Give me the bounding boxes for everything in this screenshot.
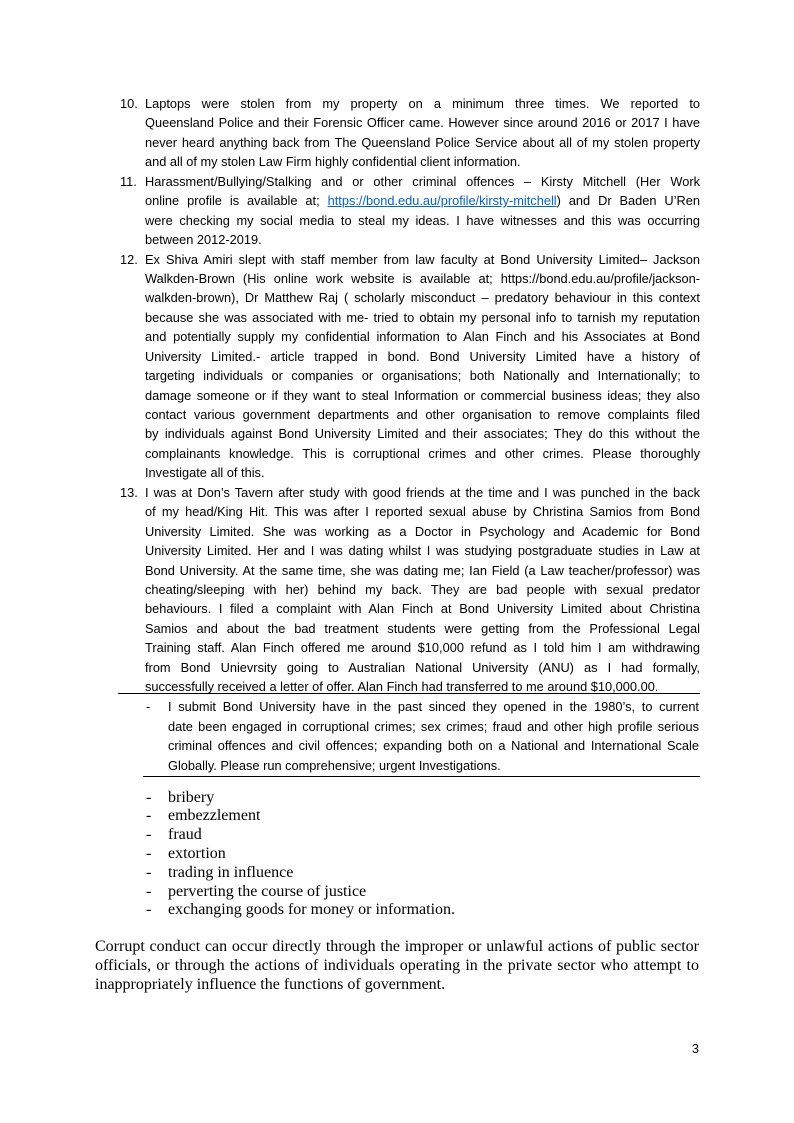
link-lead-text: online profile is available at; [145, 193, 328, 209]
dash-marker: - [146, 863, 152, 881]
item-text-line: of my head/King Hit. This was after I reported sexual abuse by Christina Samios from Bond [145, 504, 700, 520]
paragraph-line: inappropriately influence the functions of government. [95, 975, 446, 993]
item-text-line: between 2012-2019. [145, 232, 262, 248]
list-item-text: trading in influence [168, 863, 294, 881]
numbered-list [0, 94, 794, 697]
list-item-text: perverting the course of justice [168, 882, 367, 900]
paragraph-line: officials, or through the actions of individuals operating in the private sector who attempt to [95, 956, 699, 974]
item-text-line: and potentially supply my confidential information to Alan Finch and his Associates at Bond [145, 329, 700, 345]
item-text-line: never heard anything back from The Queensland Police Service about all of my stolen property [145, 134, 700, 150]
item-number: 10. [120, 96, 138, 111]
item-text [145, 483, 700, 697]
item-text-line: from Bond Unievrsity going to Australian National University (ANU) as I had formally, [145, 659, 700, 675]
list-item [0, 901, 794, 920]
item-text-line: University Limited. Her and I was dating whilst I was studying postgraduate studies in Law at [145, 543, 700, 559]
item-text-line [145, 191, 700, 210]
item-text-line: I was at Don’s Tavern after study with good friends at the time and I was punched in the back [145, 484, 700, 500]
item-number: 12. [120, 251, 138, 267]
item-text-line: Laptops were stolen from my property on a minimum three times. We reported to [145, 96, 700, 111]
item-text-line: by individuals against Bond University Limited and their associates; They do this without the [145, 426, 700, 442]
list-item-text: embezzlement [168, 807, 261, 825]
list-item-text: exchanging goods for money or information. [168, 901, 456, 919]
list-item-text: bribery [168, 788, 215, 806]
list-item [0, 789, 794, 808]
dash-marker: - [146, 826, 152, 844]
list-item-text: extortion [168, 844, 226, 862]
submission-text-line: date been engaged in corruptional crimes; sex crimes; fraud and other high profile serious [168, 718, 699, 734]
submission-text [168, 697, 699, 775]
item-text-line: because she was associated with me- tried to obtain my personal info to tarnish my reputation [145, 309, 700, 325]
profile-link[interactable]: https://bond.edu.au/profile/kirsty-mitchell [327, 193, 557, 209]
list-item [0, 883, 794, 902]
dash-marker: - [146, 844, 152, 862]
item-text-line: Bond University. At the same time, she was dating me; Ian Field (a Law teacher/professor) was [145, 562, 700, 578]
item-text-line: Walkden-Brown (His online work website is available at; https://bond.edu.au/profile/jackson- [145, 270, 700, 286]
page-number: 3 [691, 1041, 699, 1056]
submission-text-line: I submit Bond University have in the past sinced they opened in the 1980’s, to current [168, 699, 699, 714]
item-text-line: University Limited. She was working as a Doctor in Psychology and Academic for Bond [145, 523, 700, 539]
list-item-10 [0, 94, 794, 172]
submission-text-line: criminal offences and civil offences; expanding both on a National and International Scale [168, 738, 699, 753]
item-text-line: University Limited.- article trapped in bond. Bond University Limited have a history of [145, 348, 700, 364]
item-text-line: walkden-brown), Dr Matthew Raj ( scholarly misconduct – predatory behaviour in this context [145, 290, 700, 306]
item-text-line: Harassment/Bullying/Stalking and or other criminal offences – Kirsty Mitchell (Her Work [145, 173, 700, 189]
divider-top [118, 693, 700, 694]
item-text-line: Samios and about the bad treatment students were getting from the Professional Legal [145, 620, 700, 636]
corrupt-conduct-paragraph [95, 937, 699, 994]
item-text [145, 250, 700, 483]
item-text-line: behaviours. I filed a complaint with Alan Finch at Bond University Limited about Christina [145, 601, 700, 617]
offences-list [0, 789, 794, 921]
item-text-line: targeting individuals or companies or organisations; both Nationally and Internationally; to [145, 368, 700, 384]
item-text-line: damage someone or if they want to steal Information or commercial business ideas; they also [145, 387, 700, 403]
list-item [0, 845, 794, 864]
submission-item [0, 697, 794, 775]
divider-bottom [143, 776, 700, 777]
item-text-line: Investigate all of this. [145, 465, 265, 481]
list-item-12 [0, 250, 794, 483]
item-text-line: contact various government departments and other organisation to remove complaints filed [145, 407, 700, 422]
item-text [145, 94, 700, 172]
item-text-line: Ex Shiva Amiri slept with staff member from law faculty at Bond University Limited– Jackson [145, 251, 700, 267]
list-item-13 [0, 483, 794, 697]
item-text-line: Training staff. Alan Finch offered me around $10,000 refund as I told him I am withdrawing [145, 640, 700, 656]
item-number: 11. [120, 173, 137, 189]
item-text-line: were checking my social media to steal my ideas. I have witnesses and this was occurring [145, 212, 700, 228]
list-item-11 [0, 172, 794, 250]
item-text-line: and all of my stolen Law Firm highly confidential client information. [145, 154, 521, 170]
item-text-line: Queensland Police and their Forensic Officer came. However since around 2016 or 2017 I have [145, 115, 700, 131]
item-text-line: cheating/sleeping with her) behind my back. They are bad people with sexual predator [145, 581, 700, 597]
dash-marker: - [146, 807, 152, 825]
dash-marker: - [146, 699, 151, 714]
list-item-text: fraud [168, 826, 202, 844]
list-item [0, 864, 794, 883]
item-text-line: successfully received a letter of offer. Alan Finch had transferred to me around $10,000.00. [145, 679, 659, 695]
list-item [0, 807, 794, 826]
paragraph-line: Corrupt conduct can occur directly through the improper or unlawful actions of public sector [95, 937, 699, 955]
dash-marker: - [146, 788, 152, 806]
dash-marker: - [146, 901, 152, 919]
item-number: 13. [120, 484, 138, 500]
dash-marker: - [146, 882, 152, 900]
item-text [145, 172, 700, 250]
link-trail-text: ) and Dr Baden U’Ren [556, 193, 700, 209]
submission-text-line: Globally. Please run comprehensive; urgent Investigations. [168, 757, 501, 773]
list-item [0, 826, 794, 845]
item-text-line: complainants knowledge. This is corruptional crimes and other crimes. Please thoroughly [145, 445, 700, 461]
